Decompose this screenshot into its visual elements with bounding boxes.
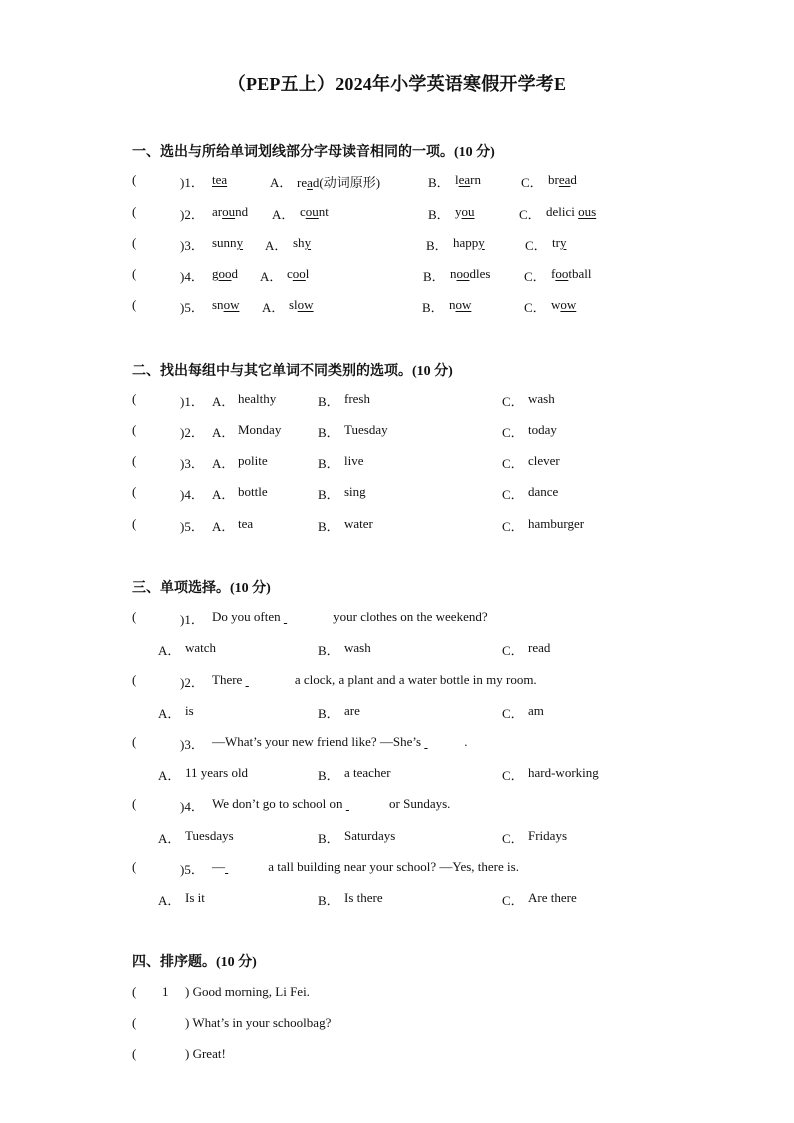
- question-row: ( )5． — a tall building near your school? —Yes, there is.: [132, 859, 519, 877]
- ordering-answer: 1: [162, 984, 169, 999]
- question-row: ( )5． A． tea B． water C． hamburger: [132, 516, 585, 534]
- options-row: A． is B． are C． am: [158, 703, 544, 721]
- question-row: ( )1． tea A． read(动词原形) B． learn C． bread: [132, 172, 577, 190]
- question-row: ( )2． around A． count B． you C． delici ous: [132, 204, 597, 222]
- section-3-heading: 三、单项选择。(10 分): [132, 581, 271, 596]
- question-row: ( )3． A． polite B． live C． clever: [132, 453, 560, 471]
- section-4-heading: 四、排序题。(10 分): [132, 955, 257, 970]
- question-row: ( )1． Do you often your clothes on the weekend?: [132, 609, 488, 627]
- ordering-row: ( 1 ) Good morning, Li Fei.: [132, 984, 310, 999]
- question-row: ( )4． good A． cool B． noodles C． football: [132, 266, 592, 284]
- section-2-heading: 二、找出每组中与其它单词不同类别的选项。(10 分): [132, 364, 453, 379]
- question-row: ( )5． snow A． slow B． now C． wow: [132, 297, 577, 315]
- options-row: A． Is it B． Is there C． Are there: [158, 890, 577, 908]
- options-row: A． Tuesdays B． Saturdays C． Fridays: [158, 828, 567, 846]
- question-row: ( )4． We don’t go to school on or Sundays.: [132, 796, 451, 814]
- question-row: ( )1． A． healthy B． fresh C． wash: [132, 391, 555, 409]
- section-1-heading: 一、选出与所给单词划线部分字母读音相同的一项。(10 分): [132, 145, 495, 160]
- question-row: ( )3． sunny A． shy B． happy C． try: [132, 235, 567, 253]
- ordering-row: ( ) Great!: [132, 1046, 226, 1061]
- ordering-row: ( ) What’s in your schoolbag?: [132, 1015, 332, 1030]
- question-row: ( )4． A． bottle B． sing C． dance: [132, 484, 559, 502]
- options-row: A． 11 years old B． a teacher C． hard-working: [158, 765, 599, 783]
- question-row: ( )2． There a clock, a plant and a water bottle in my room.: [132, 672, 537, 690]
- question-row: ( )2． A． Monday B． Tuesday C． today: [132, 422, 557, 440]
- page-title: （PEP五上）2024年小学英语寒假开学考E: [227, 74, 567, 94]
- question-row: ( )3． —What’s your new friend like? —She’s .: [132, 734, 468, 752]
- options-row: A． watch B． wash C． read: [158, 640, 551, 658]
